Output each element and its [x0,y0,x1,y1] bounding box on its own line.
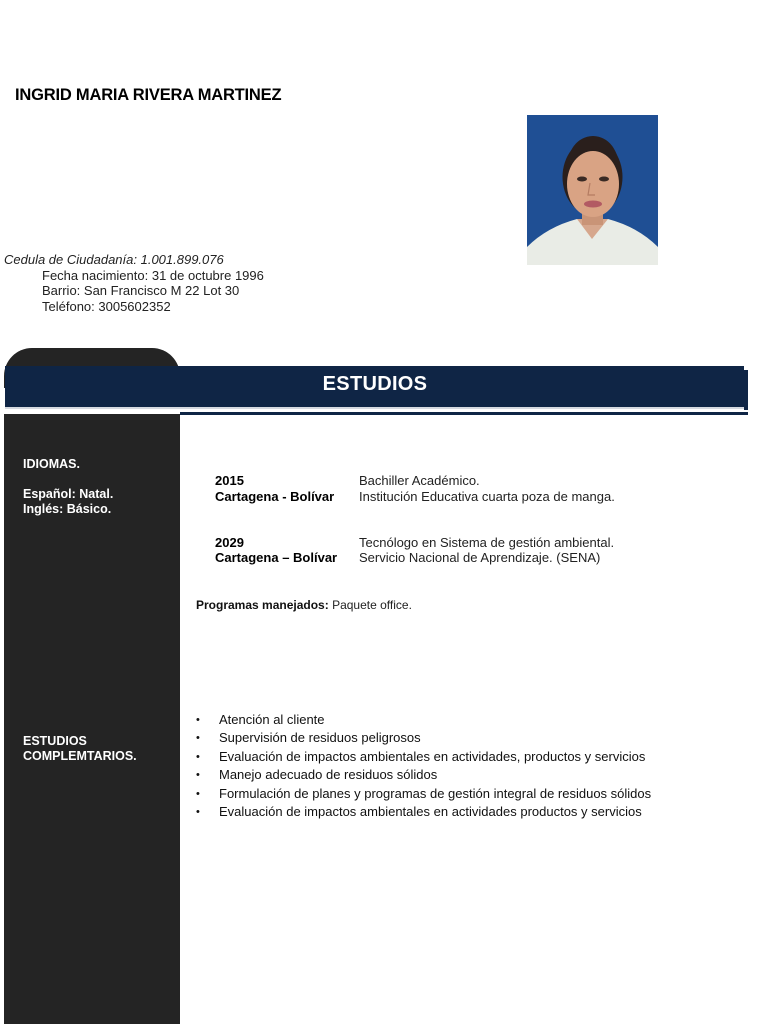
complementary-courses-list [196,711,651,821]
section-header-shadow [5,407,746,409]
address: Barrio: San Francisco M 22 Lot 30 [42,283,240,298]
list-item [196,711,651,729]
education-institution: Servicio Nacional de Aprendizaje. (SENA) [359,550,601,565]
extra-studies-heading-2: COMPLEMTARIOS. [23,749,137,763]
course-label: Formulación de planes y programas de gestión integral de residuos sólidos [219,785,652,801]
list-item [196,729,651,747]
list-item [196,766,651,784]
profile-photo [527,115,658,265]
education-year: 2029 [215,535,244,550]
candidate-name: INGRID MARIA RIVERA MARTINEZ [15,86,282,104]
education-place: Cartagena – Bolívar [215,550,338,565]
section-title: ESTUDIOS [322,373,428,395]
list-item [196,748,651,766]
course-label: Supervisión de residuos peligrosos [219,730,421,746]
section-header-underline [180,412,748,415]
section-header-edge [744,370,748,410]
course-label: Evaluación de impactos ambientales en actividades, productos y servicios [219,748,646,764]
bullet-icon: • [196,769,200,782]
extra-studies-heading: ESTUDIOS [23,734,87,748]
course-label: Manejo adecuado de residuos sólidos [219,767,438,783]
course-label: Evaluación de impactos ambientales en actividades productos y servicios [219,803,642,819]
language-english: Inglés: Básico. [23,502,112,516]
languages-heading: IDIOMAS. [23,457,80,471]
programs-value: Paquete office. [332,598,412,612]
language-spanish: Español: Natal. [23,487,114,501]
bullet-icon: • [196,805,200,818]
programs-used [196,598,412,612]
list-item [196,803,651,821]
birth-date: Fecha nacimiento: 31 de octubre 1996 [42,268,264,283]
bullet-icon: • [196,787,200,800]
bullet-icon: • [196,732,200,745]
phone: Teléfono: 3005602352 [42,299,171,314]
id-number: Cedula de Ciudadanía: 1.001.899.076 [4,252,224,267]
education-year: 2015 [215,473,244,488]
course-label: Atención al cliente [219,712,325,727]
education-title: Tecnólogo en Sistema de gestión ambiental. [359,535,615,550]
education-place: Cartagena - Bolívar [215,489,335,504]
education-institution: Institución Educativa cuarta poza de manga. [359,489,615,504]
bullet-icon: • [196,714,200,726]
list-item [196,785,651,803]
bullet-icon: • [196,750,200,763]
education-title: Bachiller Académico. [359,473,480,488]
programs-label: Programas manejados: [196,598,329,612]
